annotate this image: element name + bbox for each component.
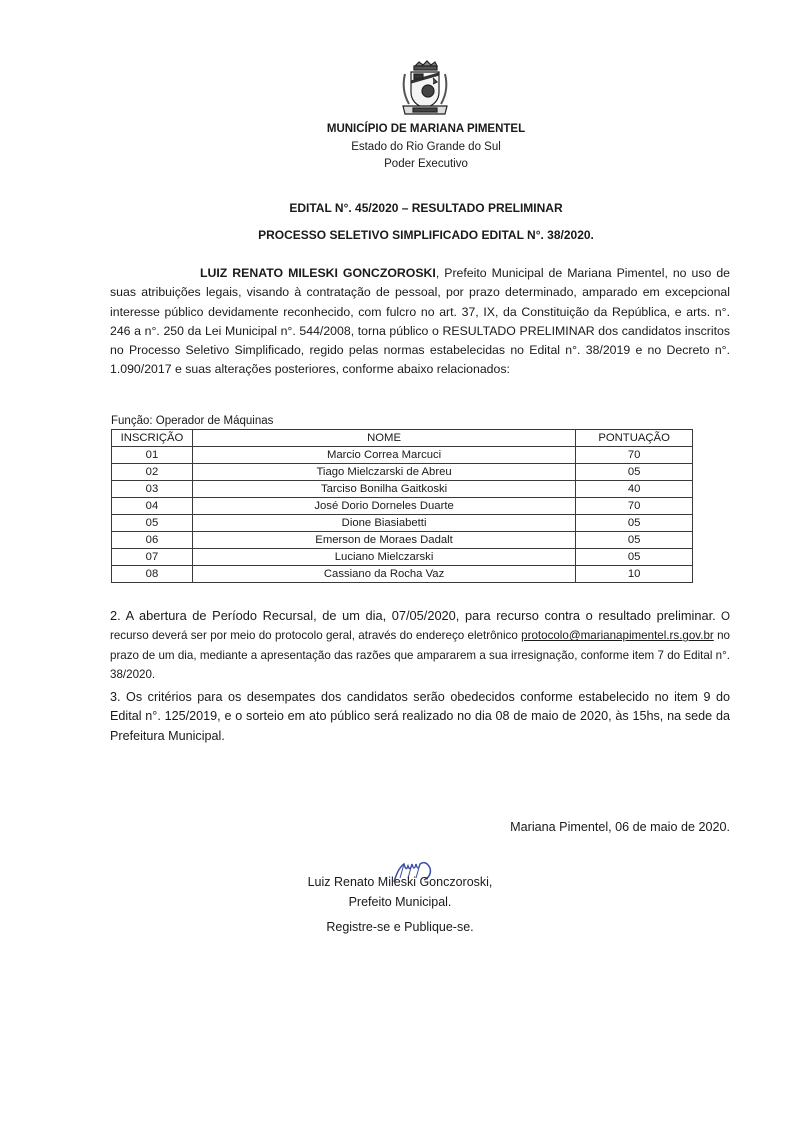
appeal-section — [110, 606, 730, 684]
cell-nome: José Dorio Dorneles Duarte — [192, 498, 575, 515]
column-header-inscricao: INSCRIÇÃO — [112, 430, 193, 447]
table-row — [112, 515, 693, 532]
cell-pontuacao: 70 — [576, 447, 693, 464]
cell-nome: Emerson de Moraes Dadalt — [192, 532, 575, 549]
government-branch: Poder Executivo — [384, 158, 468, 170]
cell-inscricao: 02 — [112, 464, 193, 481]
results-table — [111, 429, 693, 583]
cell-inscricao: 08 — [112, 566, 193, 583]
protocol-email-link[interactable]: protocolo@marianapimentel.rs.gov.br — [521, 629, 714, 643]
municipal-coat-of-arms-icon — [397, 60, 453, 118]
cell-inscricao: 01 — [112, 447, 193, 464]
edital-subtitle: PROCESSO SELETIVO SIMPLIFICADO EDITAL N°. 38/2020. — [258, 228, 594, 242]
appeal-text-a: O recurso deverá ser por meio do protocolo geral, através do endereço eletrônico — [110, 610, 730, 643]
function-label: Função: Operador de Máquinas — [111, 415, 274, 427]
cell-pontuacao: 40 — [576, 481, 693, 498]
cell-inscricao: 06 — [112, 532, 193, 549]
cell-nome: Dione Biasiabetti — [192, 515, 575, 532]
signer-title: Prefeito Municipal. — [348, 895, 452, 909]
table-row — [112, 566, 693, 583]
signer-name: Luiz Renato Mileski Gonczoroski, — [307, 875, 493, 889]
appeal-text-b: no prazo de um dia, mediante a apresentação das razões que ampararem a sua irresignação, conforme item 7 do Edital n°. 38/2020. — [110, 629, 731, 681]
table-row — [112, 447, 693, 464]
register-publish-note: Registre-se e Publique-se. — [326, 920, 474, 934]
cell-nome: Cassiano da Rocha Vaz — [192, 566, 575, 583]
tiebreak-section: 3. Os critérios para os desempates dos candidatos serão obedecidos conforme estabelecido no item 9 do Edital n°. 125/2019, e o sorteio em ato público será realizado no dia 08 de maio de 2020, às 15hs, na sede da Prefeitura Municipal. — [110, 690, 730, 743]
table-row — [112, 464, 693, 481]
place-and-date: Mariana Pimentel, 06 de maio de 2020. — [510, 820, 730, 834]
cell-nome: Marcio Correa Marcuci — [192, 447, 575, 464]
intro-paragraph — [110, 264, 730, 380]
column-header-nome: NOME — [192, 430, 575, 447]
mayor-name: LUIZ RENATO MILESKI GONCZOROSKI — [200, 266, 436, 280]
cell-pontuacao: 05 — [576, 532, 693, 549]
state-name: Estado do Rio Grande do Sul — [351, 141, 501, 153]
table-header-row — [112, 430, 693, 447]
cell-pontuacao: 05 — [576, 515, 693, 532]
intro-text: , Prefeito Municipal de Mariana Pimentel, no uso de suas atribuições legais, visando à contratação de pessoal, por prazo determinado, amparado em excepcional interesse público devidamente reconhecido, com fulcro no art. 37, IX, da Constituição da República, e arts. n°. 246 a n°. 250 da Lei Municipal n°. 544/2008, torna público o RESULTADO PRELIMINAR dos candidatos inscritos no Processo Seletivo Simplificado, regido pelas normas estabelecidas no Edital n°. 38/2019 e no Decreto n°. 1.090/2017 e suas alterações posteriores, conforme abaixo relacionados: — [110, 266, 730, 377]
table-row — [112, 549, 693, 566]
cell-pontuacao: 70 — [576, 498, 693, 515]
cell-pontuacao: 05 — [576, 464, 693, 481]
cell-inscricao: 07 — [112, 549, 193, 566]
column-header-pontuacao: PONTUAÇÃO — [576, 430, 693, 447]
cell-nome: Tarciso Bonilha Gaitkoski — [192, 481, 575, 498]
cell-pontuacao: 10 — [576, 566, 693, 583]
cell-inscricao: 04 — [112, 498, 193, 515]
cell-inscricao: 05 — [112, 515, 193, 532]
table-row — [112, 498, 693, 515]
table-row — [112, 532, 693, 549]
appeal-period-text: 2. A abertura de Período Recursal, de um dia, 07/05/2020, para recurso contra o resultado preliminar. — [110, 608, 716, 623]
table-row — [112, 481, 693, 498]
edital-title: EDITAL N°. 45/2020 – RESULTADO PRELIMINAR — [289, 201, 563, 215]
cell-inscricao: 03 — [112, 481, 193, 498]
cell-nome: Tiago Mielczarski de Abreu — [192, 464, 575, 481]
cell-pontuacao: 05 — [576, 549, 693, 566]
cell-nome: Luciano Mielczarski — [192, 549, 575, 566]
municipality-name: MUNICÍPIO DE MARIANA PIMENTEL — [326, 123, 526, 135]
